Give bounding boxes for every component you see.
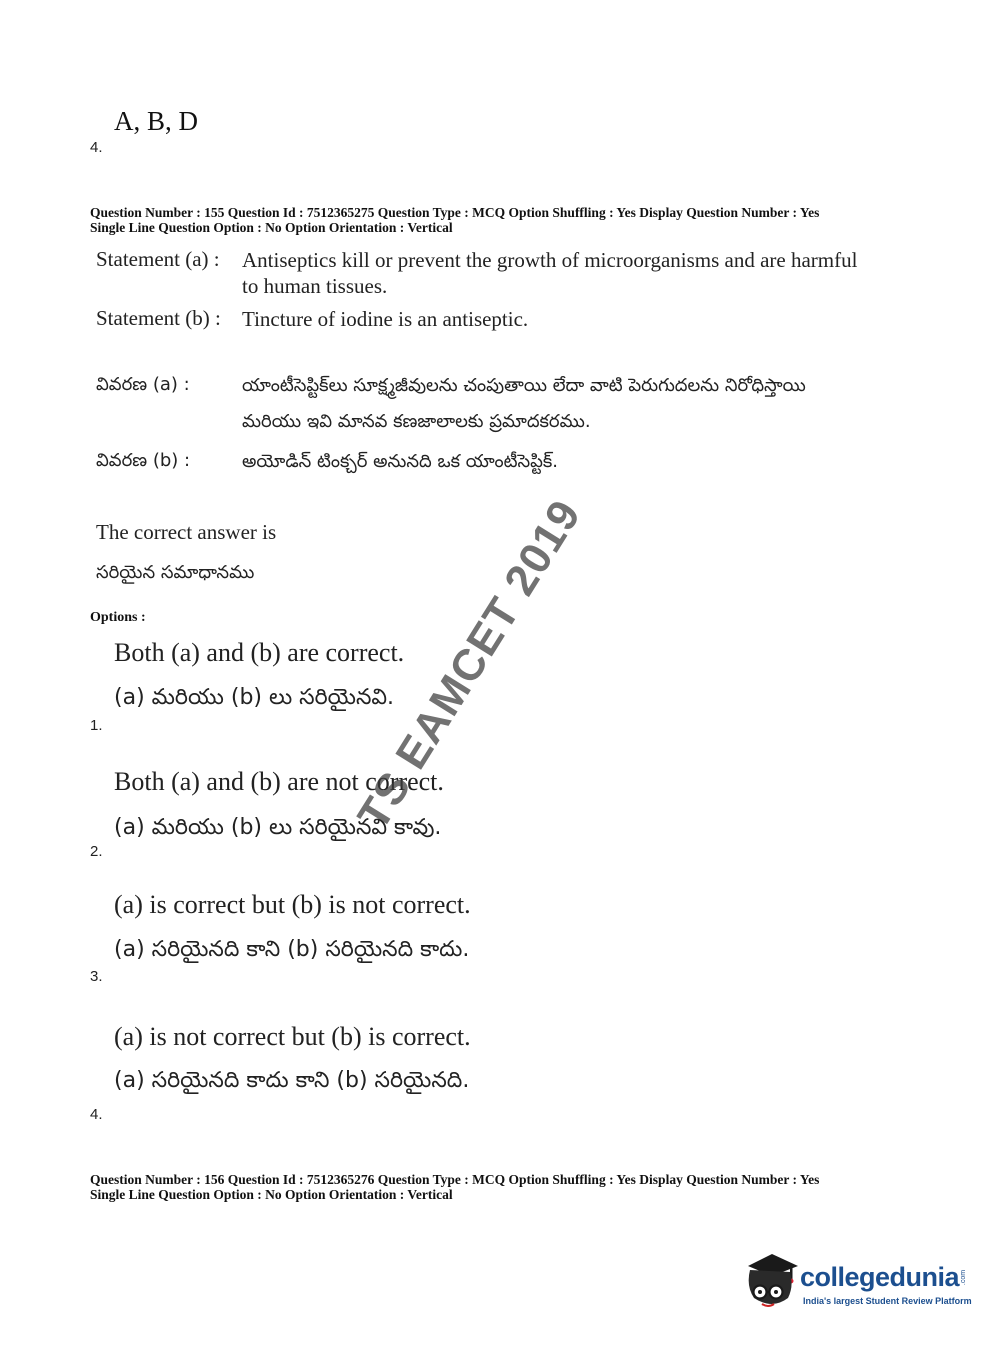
collegedunia-logo xyxy=(742,1248,972,1318)
telugu-statement-a-text xyxy=(242,368,902,440)
correct-answer-intro: The correct answer is xyxy=(96,520,277,544)
watermark: TS EAMCET 2019 xyxy=(348,491,591,839)
telugu-statement-b-text: అయోడిన్ టింక్చర్ అనునది ఒక యాంటీసెప్టిక్. xyxy=(242,451,559,472)
statement-a-line1: Antiseptics kill or prevent the growth of microorganisms and are harmful xyxy=(242,248,858,272)
telugu-statement-b-label: వివరణ (b) : xyxy=(96,450,191,471)
logo-wordmark: collegedunia xyxy=(800,1262,960,1292)
option-1-number: 1. xyxy=(90,717,103,734)
option-1-telugu: (a) మరియు (b) లు సరియైనవి. xyxy=(114,685,395,710)
option-3-english: (a) is correct but (b) is not correct. xyxy=(114,890,471,919)
option-3-telugu: (a) సరియైనది కాని (b) సరియైనది కాదు. xyxy=(114,937,470,962)
telugu-statement-a-label: వివరణ (a) : xyxy=(96,374,190,395)
telugu-statement-a-line2: మరియు ఇవి మానవ కణజాలాలకు ప్రమాదకరము. xyxy=(242,411,591,432)
statement-a-text xyxy=(242,247,892,299)
option-3-number: 3. xyxy=(90,968,103,985)
options-label: Options : xyxy=(90,610,146,625)
statement-a-label: Statement (a) : xyxy=(96,247,220,271)
statement-a-line2: to human tissues. xyxy=(242,274,388,298)
option-1-english: Both (a) and (b) are correct. xyxy=(114,638,405,667)
logo-domain-suffix: .com xyxy=(960,1269,968,1286)
previous-answer-number: 4. xyxy=(90,139,103,156)
next-question-meta-line1: Question Number : 156 Question Id : 7512365276 Question Type : MCQ Option Shuffling : Yes Display Question Number : Yes xyxy=(90,1172,820,1187)
option-4-number: 4. xyxy=(90,1106,103,1123)
option-4-english: (a) is not correct but (b) is correct. xyxy=(114,1022,471,1051)
correct-answer-intro-telugu: సరియైన సమాధానము xyxy=(96,562,255,583)
previous-answer-text: A, B, D xyxy=(114,106,199,136)
student-mascot-icon xyxy=(742,1248,802,1318)
option-2-number: 2. xyxy=(90,843,103,860)
next-question-meta-line2: Single Line Question Option : No Option Orientation : Vertical xyxy=(90,1187,453,1202)
telugu-statement-a-line1: యాంటీసెప్టిక్‌లు సూక్ష్మజీవులను చంపుతాయి లేదా వాటి పెరుగుదలను నిరోధిస్తాయి xyxy=(242,375,806,396)
statement-b-text: Tincture of iodine is an antiseptic. xyxy=(242,307,529,331)
option-4-telugu: (a) సరియైనది కాదు కాని (b) సరియైనది. xyxy=(114,1068,470,1093)
option-2-telugu: (a) మరియు (b) లు సరియైనవి కావు. xyxy=(114,815,442,840)
statement-b-label: Statement (b) : xyxy=(96,306,221,330)
logo-tagline: India's largest Student Review Platform xyxy=(803,1296,972,1306)
question-meta-line2: Single Line Question Option : No Option Orientation : Vertical xyxy=(90,220,453,235)
option-2-english: Both (a) and (b) are not correct. xyxy=(114,767,444,796)
question-meta-line1: Question Number : 155 Question Id : 7512365275 Question Type : MCQ Option Shuffling : Yes Display Question Number : Yes xyxy=(90,205,820,220)
